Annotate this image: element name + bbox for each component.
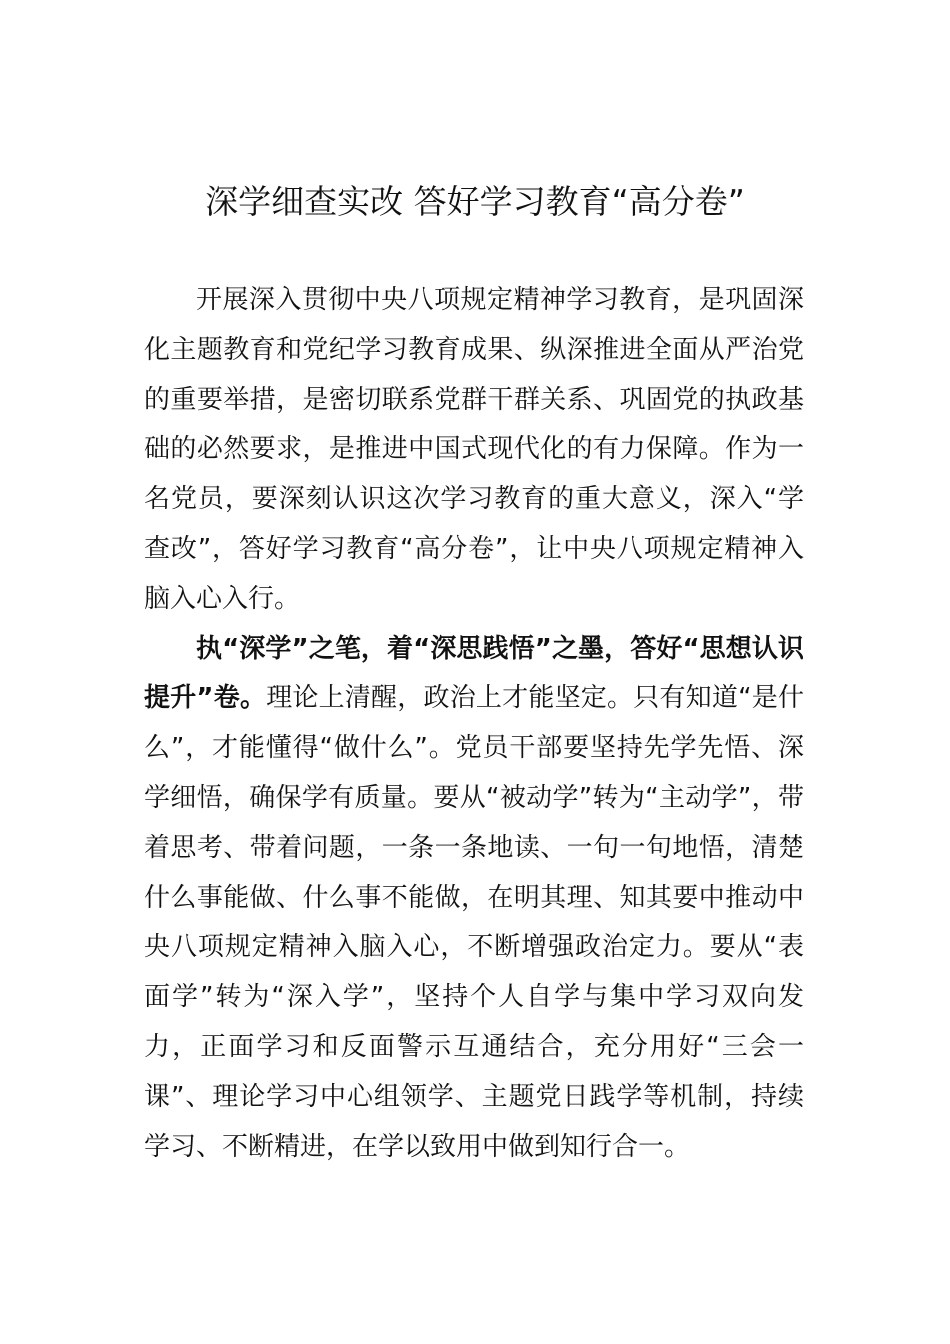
paragraph-2 [144, 625, 804, 1173]
paragraph-2-text: 理论上清醒，政治上才能坚定。只有知道“是什么”，才能懂得“做什么”。党员干部要坚持先学先悟、深学细悟，确保学有质量。要从“被动学”转为“主动学”，带着思考、带着问题，一条一条地读、一句一句地悟，清楚什么事能做、什么事不能做，在明其理、知其要中推动中央八项规定精神入脑入心，不断增强政治定力。要从“表面学”转为“深入学”，坚持个人自学与集中学习双向发力，正面学习和反面警示互通结合，充分用好“三会一课”、理论学习中心组领学、主题党日践学等机制，持续学习、不断精进，在学以致用中做到知行合一。 [144, 683, 804, 1162]
paragraph-1 [144, 276, 804, 625]
paragraph-2-lead: 执“深学”之笔，着“深思践悟”之墨，答好“思想认识提升”卷。 [144, 633, 804, 714]
document-title: 深学细查实改 答好学习教育“高分卷” [205, 182, 745, 221]
document-body [144, 276, 804, 1172]
paragraph-1-text: 开展深入贯彻中央八项规定精神学习教育，是巩固深化主题教育和党纪学习教育成果、纵深推进全面从严治党的重要举措，是密切联系党群干群关系、巩固党的执政基础的必然要求，是推进中国式现代化的有力保障。作为一名党员，要深刻认识这次学习教育的重大意义，深入“学查改”，答好学习教育“高分卷”，让中央八项规定精神入脑入心入行。 [144, 285, 804, 614]
